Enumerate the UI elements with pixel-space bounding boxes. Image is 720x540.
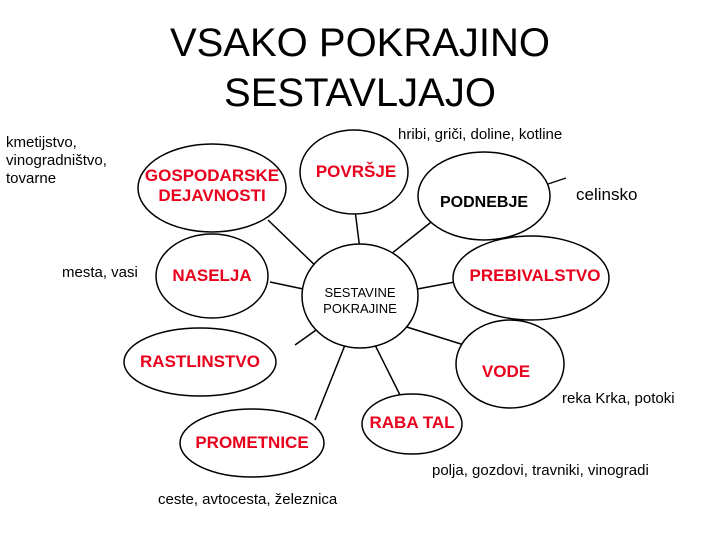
annotation-celinsko: celinsko: [576, 185, 638, 204]
node-raba-tal: RABA TAL: [369, 413, 455, 432]
node-povrsje: POVRŠJE: [315, 162, 397, 181]
center-line-2: POKRAJINE: [323, 301, 397, 316]
annotation-hribi: hribi, griči, doline, kotline: [398, 126, 563, 143]
node-vode: VODE: [481, 362, 531, 381]
node-naselja: NASELJA: [172, 266, 252, 285]
node-gospodarske: [142, 166, 282, 206]
connector-prometnice: [315, 345, 345, 420]
node-rastlinstvo: RASTLINSTVO: [140, 352, 260, 371]
kmetijstvo-line-2: vinogradništvo,: [6, 152, 107, 169]
annotation-kmetijstvo: [6, 134, 107, 188]
annotation-reka: reka Krka, potoki: [562, 390, 675, 407]
kmetijstvo-line-1: kmetijstvo,: [6, 134, 77, 151]
connector-prebivalstvo: [412, 282, 455, 290]
gospodarske-line-2: DEJAVNOSTI: [158, 186, 266, 205]
annotation-mesta: mesta, vasi: [62, 264, 138, 281]
connector-raba-tal: [375, 345, 400, 395]
title-line-2: SESTAVLJAJO: [224, 71, 496, 115]
node-prometnice: PROMETNICE: [195, 433, 309, 452]
annotation-ceste: ceste, avtocesta, železnica: [158, 491, 338, 508]
center-node: [310, 285, 410, 317]
center-line-1: SESTAVINE: [324, 285, 396, 300]
gospodarske-line-1: GOSPODARSKE: [144, 166, 280, 185]
dash-celinsko: [548, 178, 566, 184]
node-podnebje: PODNEBJE: [439, 194, 529, 211]
title-line-1: VSAKO POKRAJINO: [169, 21, 551, 65]
annotation-polja: polja, gozdovi, travniki, vinogradi: [432, 462, 649, 479]
kmetijstvo-line-3: tovarne: [6, 170, 57, 187]
node-prebivalstvo: PREBIVALSTVO: [469, 266, 601, 285]
